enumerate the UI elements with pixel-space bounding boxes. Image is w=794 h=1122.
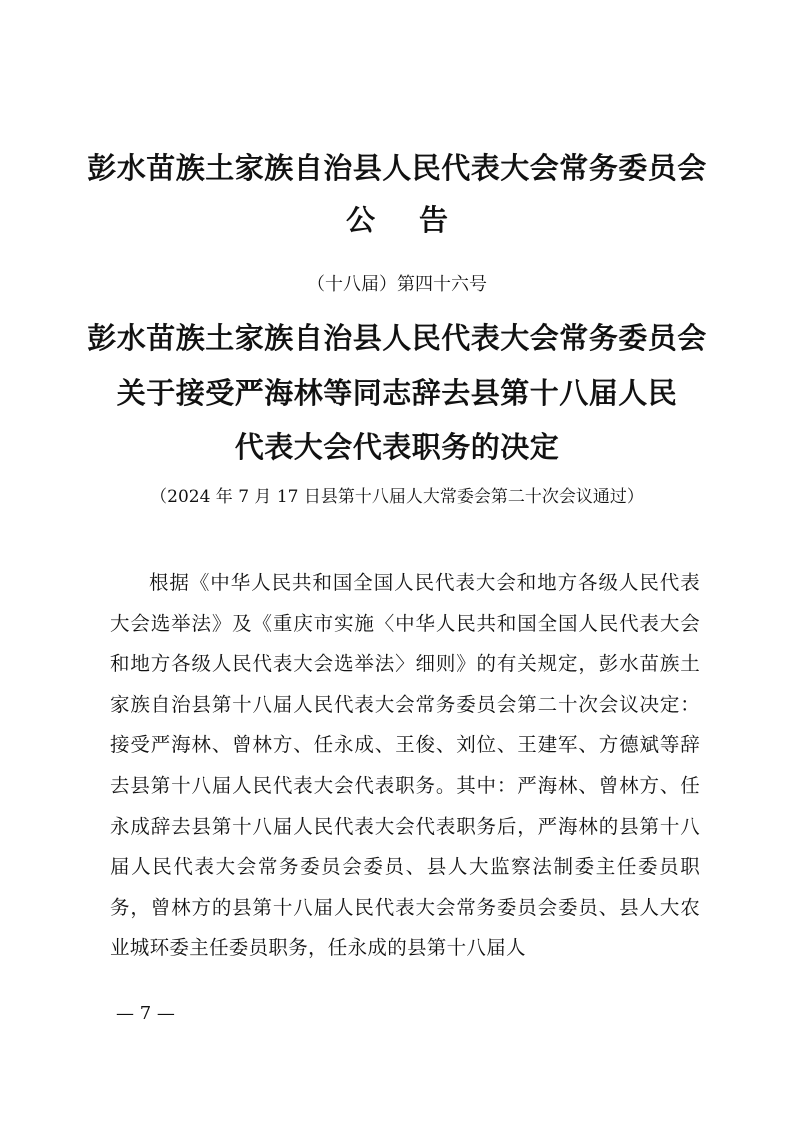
page-number: — 7 —	[116, 1003, 175, 1024]
body-paragraph: 根据《中华人民共和国全国人民代表大会和地方各级人民代表大会选举法》及《重庆市实施〈中华人民共和国全国人民代表大会和地方各级人民代表大会选举法〉细则》的有关规定，彭水苗族土家族自治县第十八届人民代表大会常务委员会第二十次会议决定：接受严海林、曾林方、任永成、王俊、刘位、王建军、方德斌等辞去县第十八届人民代表大会代表职务。其中：严海林、曾林方、任永成辞去县第十八届人民代表大会代表职务后，严海林的县第十八届人民代表大会常务委员会委员、县人大监察法制委主任委员职务，曾林方的县第十八届人民代表大会常务委员会委员、县人大农业城环委主任委员职务，任永成的县第十八届人	[110, 571, 700, 960]
issuer-title: 彭水苗族土家族自治县人民代表大会常务委员会	[87, 151, 707, 185]
decision-title-line-2: 关于接受严海林等同志辞去县第十八届人民	[116, 376, 678, 410]
decision-title-line-1: 彭水苗族土家族自治县人民代表大会常务委员会	[87, 321, 707, 355]
adoption-note: （2024 年 7 月 17 日县第十八届人大常委会第二十次会议通过）	[150, 487, 644, 507]
announcement-heading: 公告	[345, 203, 492, 237]
decision-title-line-3: 代表大会代表职务的决定	[234, 430, 560, 464]
issue-number: （十八届）第四十六号	[307, 274, 487, 295]
